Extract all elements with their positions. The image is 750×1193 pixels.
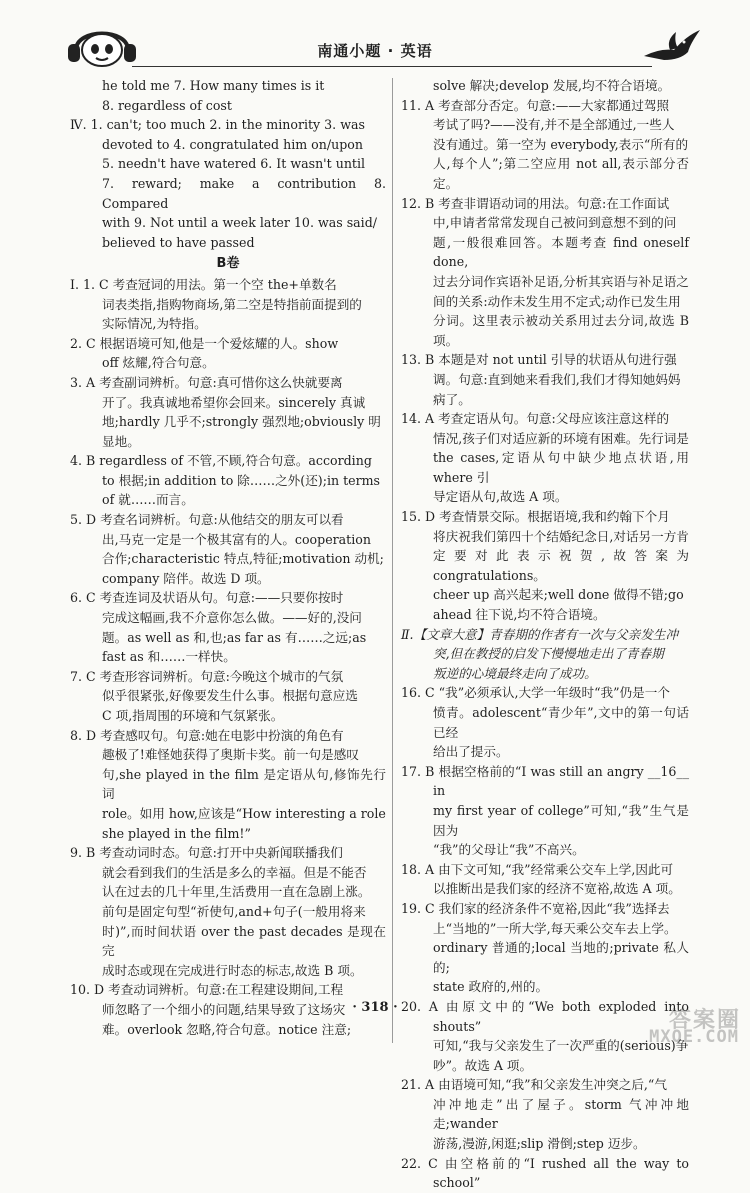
answer-line: with 9. Not until a week later 10. was said/ <box>102 215 378 231</box>
watermark <box>595 1003 745 1049</box>
answer-line: 间的关系:动作未发生用不定式;动作已发生用 <box>433 293 681 309</box>
answer-line: role。如用 how,应该是“How interesting a role <box>102 805 386 821</box>
answer-item <box>401 507 689 625</box>
answer-item <box>70 510 386 588</box>
answer-line: devoted to 4. congratulated him on/upon <box>102 136 363 152</box>
answer-item <box>401 1154 689 1193</box>
answer-line: 9. B 考查动词时态。句意:打开中央新闻联播我们 <box>70 845 343 861</box>
answer-line: 17. B 根据空格前的“I was still an angry __16__ in <box>401 763 689 799</box>
answer-line: 定要对此表示祝贺,故答案为 congratulations。 <box>433 548 689 583</box>
answer-line: the cases,定语从句中缺少地点状语,用 where 引 <box>433 450 689 485</box>
answer-line: 开了。我真诚地希望你会回来。sincerely 真诚 <box>102 394 366 410</box>
answer-line: 实际情况,为特指。 <box>102 316 207 332</box>
answer-line: 游荡,漫游,闲逛;slip 滑倒;step 迈步。 <box>433 1136 646 1152</box>
answer-line: C 项,指周围的环境和气氛紧张。 <box>102 708 284 723</box>
answer-line: 吵”。故选 A 项。 <box>433 1057 533 1073</box>
answer-line: 22. C 由空格前的“I rushed all the way to school” <box>401 1155 689 1191</box>
answer-line: 18. A 由下文可知,“我”经常乘公交车上学,因此可 <box>401 861 674 877</box>
answer-line: 题,一般很难回答。本题考查 find oneself done, <box>433 234 689 270</box>
answer-line: believed to have passed <box>102 234 255 250</box>
answer-line: 分词。这里表示被动关系用过去分词,故选 B 项。 <box>433 313 689 348</box>
answer-line: 21. A 由语境可知,“我”和父亲发生冲突之后,“气 <box>401 1077 667 1093</box>
answer-line: 中,申请者常常发现自己被问到意想不到的问 <box>433 215 677 231</box>
answer-line: 师忽略了一个细小的问题,结果导致了这场灾 <box>102 1001 346 1017</box>
answer-line: 难。overlook 忽略,符合句意。notice 注意; <box>102 1021 352 1037</box>
answer-line: 情况,孩子们对适应新的环境有困难。先行词是 <box>433 430 689 446</box>
answer-line: 出,马克一定是一个极其富有的人。cooperation <box>102 531 371 547</box>
answer-line: 成时态或现在完成进行时态的标志,故选 B 项。 <box>102 962 363 978</box>
answer-item <box>401 683 689 761</box>
answer-item <box>70 588 386 666</box>
answer-line: 导定语从句,故选 A 项。 <box>433 489 568 505</box>
answer-line: 时)”,而时间状语 over the past decades 是现在完 <box>102 923 386 959</box>
header-title: 南通小题 · 英语 <box>317 42 433 60</box>
answer-line: ordinary 普通的;local 当地的;private 私人的; <box>433 940 689 975</box>
answer-line: state 政府的,州的。 <box>433 979 549 995</box>
answer-line: 词表类指,指购物商场,第二空是特指前面提到的 <box>102 296 362 312</box>
article-summary <box>401 625 689 684</box>
answer-item <box>401 860 689 899</box>
answer-line: 完成这幅画,我不介意你怎么做。——好的,没问 <box>102 610 362 626</box>
answer-line: 考试了吗?——没有,并不是全部通过,一些人 <box>433 117 675 133</box>
answer-line: 11. A 考查部分否定。句意:——大家都通过驾照 <box>401 97 670 113</box>
answer-item <box>401 96 689 194</box>
answer-line: 没有通过。第一空为 everybody,表示“所有的 <box>433 136 689 152</box>
answer-line: 20. A 由原文中的“We both exploded into shouts” <box>401 998 689 1034</box>
answer-item <box>401 899 689 997</box>
answer-line: to 根据;in addition to 除……之外(还);in terms <box>102 472 381 488</box>
answer-line: “我”的父母让“我”不高兴。 <box>433 842 585 858</box>
answer-item <box>401 1075 689 1153</box>
answer-line: 前句是固定句型“祈使句,and+句子(一般用将来 <box>102 903 366 919</box>
answer-line: 12. B 考查非谓语动词的用法。句意:在工作面试 <box>401 195 670 211</box>
answer-line: 调。句意:直到她来看我们,我们才得知她妈妈 <box>433 371 681 387</box>
answer-line: 13. B 本题是对 not until 引导的状语从句进行强 <box>401 352 677 368</box>
answer-text: solve 解决;develop 发展,均不符合语境。 <box>433 78 671 93</box>
answer-line: 16. C “我”必须承认,大学一年级时“我”仍是一个 <box>401 685 670 701</box>
answer-line: 似乎很紧张,好像要发生什么事。根据句意应选 <box>102 688 358 704</box>
answer-line: 过去分词作宾语补足语,分析其宾语与补足语之 <box>433 273 689 289</box>
page-header <box>0 0 750 75</box>
answer-line: 显地。 <box>102 433 140 449</box>
answer-line: cheer up 高兴起来;well done 做得不错;go <box>433 587 684 603</box>
answer-line: 14. A 考查定语从句。句意:父母应该注意这样的 <box>401 411 670 427</box>
answer-line: fast as 和……一样快。 <box>102 649 236 665</box>
left-column <box>70 76 386 1039</box>
answer-line: 可知,“我与父亲发生了一次严重的(serious)争 <box>433 1038 689 1054</box>
answer-item <box>70 334 386 373</box>
answer-item <box>70 843 386 980</box>
answer-line: of 就……而言。 <box>102 492 194 508</box>
answer-line: 叛逆的心境最终走向了成功。 <box>433 665 597 681</box>
answer-item <box>70 373 386 451</box>
answer-item <box>401 350 689 409</box>
answer-line: 趣极了!难怪她获得了奥斯卡奖。前一句是感叹 <box>102 747 359 763</box>
answer-line: 4. B regardless of 不管,不顾,符合句意。according <box>70 453 372 469</box>
answer-line: 2. C 根据语境可知,他是一个爱炫耀的人。show <box>70 335 339 351</box>
answer-line: off 炫耀,符合句意。 <box>102 355 215 371</box>
column-divider <box>392 78 393 1043</box>
answer-line: she played in the film!” <box>102 825 251 841</box>
answer-line: 冲冲地走”出了屋子。storm 气冲冲地走;wander <box>433 1096 689 1132</box>
answer-item <box>401 194 689 351</box>
answer-line: 人,每个人”;第二空应用 not all,表示部分否定。 <box>433 156 689 191</box>
answer-line: 地;hardly 几乎不;strongly 强烈地;obviously 明 <box>102 414 381 430</box>
answer-line: 7. reward; make a contribution 8. Compared <box>102 175 386 211</box>
answer-item <box>401 762 689 860</box>
answer-item <box>70 115 386 252</box>
answer-line: 突,但在教授的启发下慢慢地走出了青春期 <box>433 646 664 662</box>
answer-line: 愤青。adolescent“青少年”,文中的第一句话已经 <box>433 705 689 740</box>
answer-item <box>70 667 386 726</box>
answer-line: 给出了提示。 <box>433 744 509 760</box>
section-title: B卷 <box>216 256 240 272</box>
answer-line: 认在过去的几十年里,生活费用一直在急剧上涨。 <box>102 884 371 900</box>
answer-line: 题。as well as 和,也;as far as 有……之远;as <box>102 629 367 645</box>
answer-line: ahead 往下说,均不符合语境。 <box>433 607 606 623</box>
answer-item <box>70 275 386 334</box>
answer-line: 15. D 考查情景交际。根据语境,我和约翰下个月 <box>401 509 670 525</box>
answer-text: he told me 7. How many times is it <box>102 78 325 93</box>
answer-line: 10. D 考查动词辨析。句意:在工程建设期间,工程 <box>70 982 344 998</box>
answer-line: 将庆祝我们第四十个结婚纪念日,对话另一方肯 <box>433 528 689 544</box>
answer-line: 以推断出是我们家的经济不宽裕,故选 A 项。 <box>433 881 681 897</box>
bird-icon <box>640 26 702 66</box>
header-rule <box>132 66 652 67</box>
answer-line: 7. C 考查形容词辨析。句意:今晚这个城市的气氛 <box>70 668 344 684</box>
page-number: · 318 · <box>352 1000 398 1015</box>
answer-line: 合作;characteristic 特点,特征;motivation 动机; <box>102 551 384 567</box>
answer-line: Ⅳ. 1. can't; too much 2. in the minority 3. was <box>70 117 365 133</box>
answer-line: 3. A 考查副词辨析。句意:真可惜你这么快就要离 <box>70 374 343 390</box>
answer-line: 6. C 考查连词及状语从句。句意:——只要你按时 <box>70 590 344 606</box>
watermark-url: MXQE.COM <box>649 1027 739 1047</box>
answer-item <box>401 409 689 507</box>
answer-line: 19. C 我们家的经济条件不宽裕,因此“我”选择去 <box>401 900 670 916</box>
answer-line: 病了。 <box>433 391 471 407</box>
answer-item <box>70 726 386 844</box>
answer-line: my first year of college”可知,“我”生气是因为 <box>433 802 689 838</box>
watermark-text: 答案圈 <box>668 1008 741 1033</box>
answer-line: 上“当地的”一所大学,每天乘公交车去上学。 <box>433 920 677 936</box>
answer-item <box>70 451 386 510</box>
answer-text: 8. regardless of cost <box>102 97 232 113</box>
answer-line: Ⅰ. 1. C 考查冠词的用法。第一个空 the+单数名 <box>70 276 337 292</box>
answer-line: 句,she played in the film 是定语从句,修饰先行词 <box>102 766 386 802</box>
answer-line: 就会看到我们的生活是多么的幸福。但是不能否 <box>102 864 367 880</box>
answer-line: company 陪伴。故选 D 项。 <box>102 570 270 586</box>
answer-line: Ⅱ.【文章大意】青春期的作者有一次与父亲发生冲 <box>401 626 679 642</box>
answer-line: 8. D 考查感叹句。句意:她在电影中扮演的角色有 <box>70 727 344 743</box>
answer-line: 5. needn't have watered 6. It wasn't until <box>102 156 366 172</box>
answer-line: 5. D 考查名词辨析。句意:从他结交的朋友可以看 <box>70 512 344 528</box>
